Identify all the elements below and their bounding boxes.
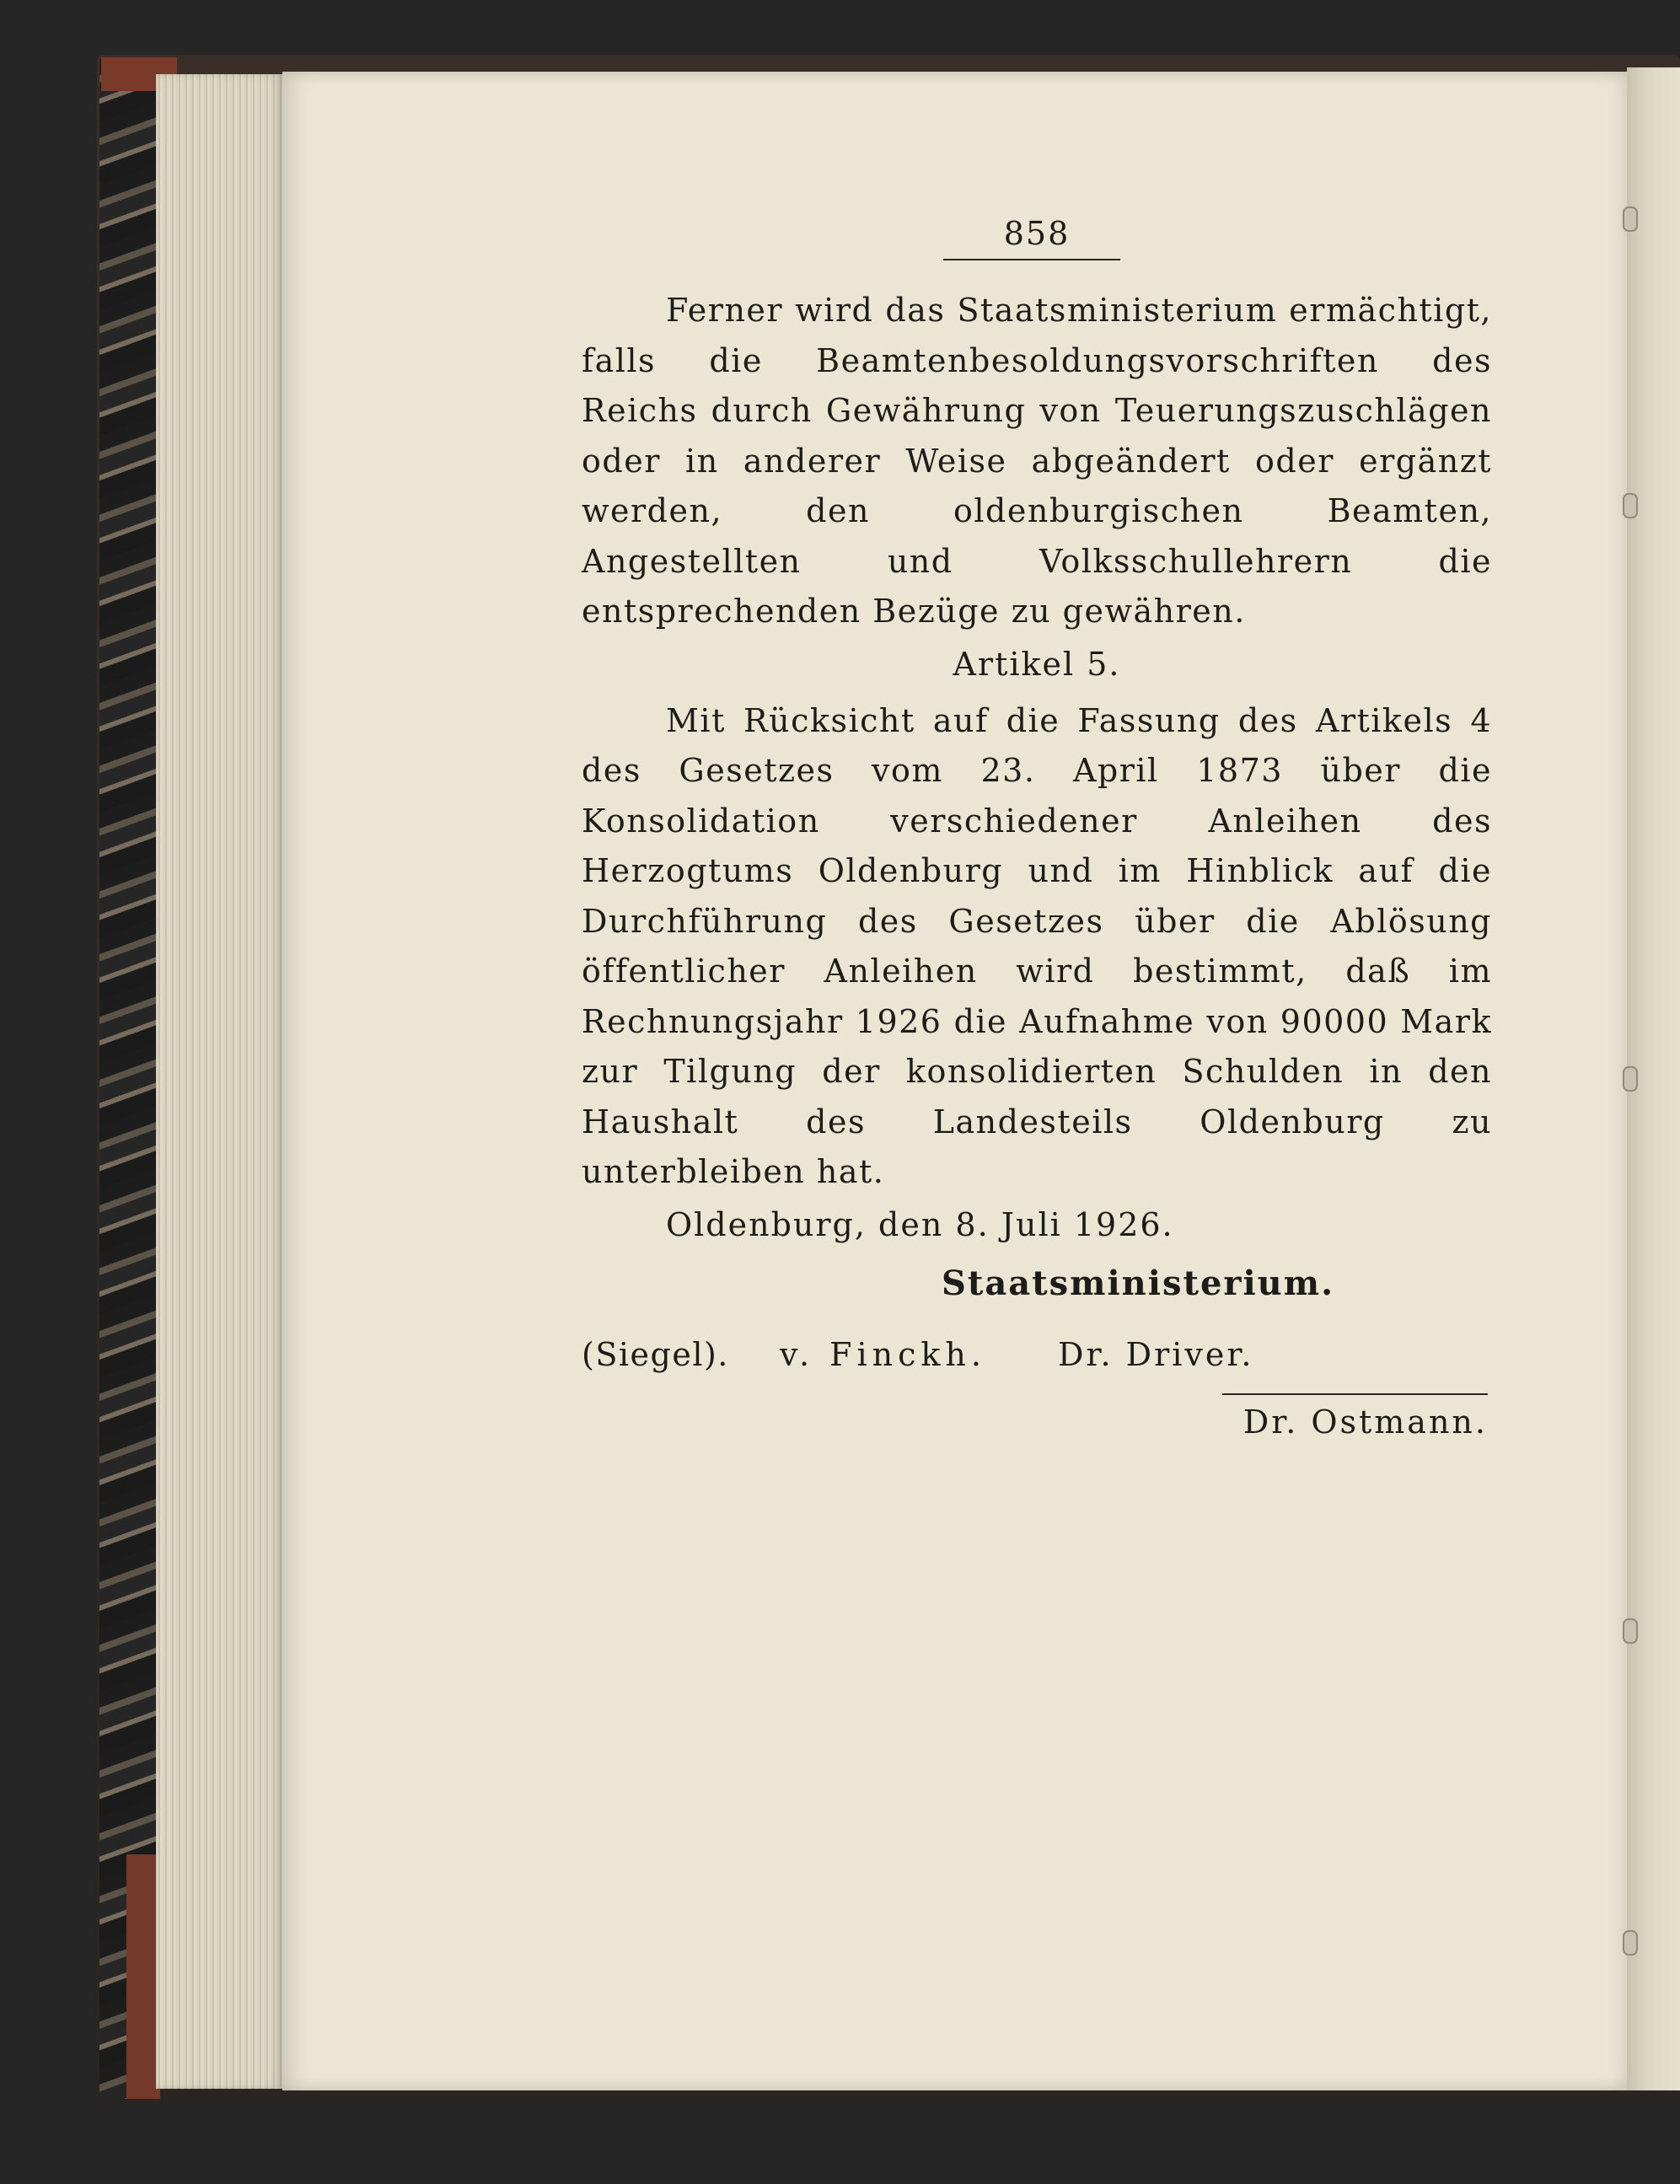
article-heading: Artikel 5.	[953, 645, 1121, 683]
binding-thread-mark	[1623, 1066, 1638, 1092]
binding-thread-mark	[1623, 493, 1638, 518]
signature-driver: Dr. Driver.	[1058, 1335, 1254, 1373]
binding-thread-mark	[1623, 207, 1638, 232]
binding-thread-mark	[1623, 1618, 1638, 1644]
signature-row	[582, 1336, 1492, 1383]
signature-rule	[1222, 1393, 1488, 1395]
paragraph-article-5: Mit Rücksicht auf die Fassung des Artikels 4 des Gesetzes vom 23. April 1873 über die Konsolidation verschiedener Anleihen des Herzogtums Oldenburg und im Hinblick auf die Durchführung des Gesetzes über die Ablösung öffentlicher Anleihen wird bestimmt, daß im Rechnungsjahr 1926 die Aufnahme von 90000 Mark zur Tilgung der konsolidierten Schulden in den Haushalt des Landesteils Oldenburg zu unterbleiben hat.	[582, 701, 1492, 1190]
marbled-cover-edge	[99, 59, 158, 2099]
place-date: Oldenburg, den 8. Juli 1926.	[666, 1205, 1174, 1243]
signature-ostmann: Dr. Ostmann.	[1243, 1403, 1488, 1441]
header-rule	[943, 259, 1120, 260]
leather-corner-bottom	[126, 1854, 160, 2099]
seal-note: (Siegel).	[582, 1335, 729, 1373]
page-number: 858	[1003, 215, 1071, 252]
page-content	[582, 215, 1492, 1441]
page-stack-edges	[156, 74, 282, 2089]
signature-finckh: v. Finckh.	[780, 1335, 986, 1373]
ministry-title: Staatsministerium.	[941, 1263, 1335, 1303]
paragraph-authorization: Ferner wird das Staatsministerium ermächtigt, falls die Beamtenbesoldungsvorschriften des Reichs durch Gewährung von Teuerungszuschlägen oder in anderer Weise abgeändert oder ergänzt werden, den oldenburgischen Beamten, Angestellten und Volksschullehrern die entsprechenden Bezüge zu gewähren.	[582, 292, 1492, 630]
binding-thread-mark	[1623, 1930, 1638, 1956]
